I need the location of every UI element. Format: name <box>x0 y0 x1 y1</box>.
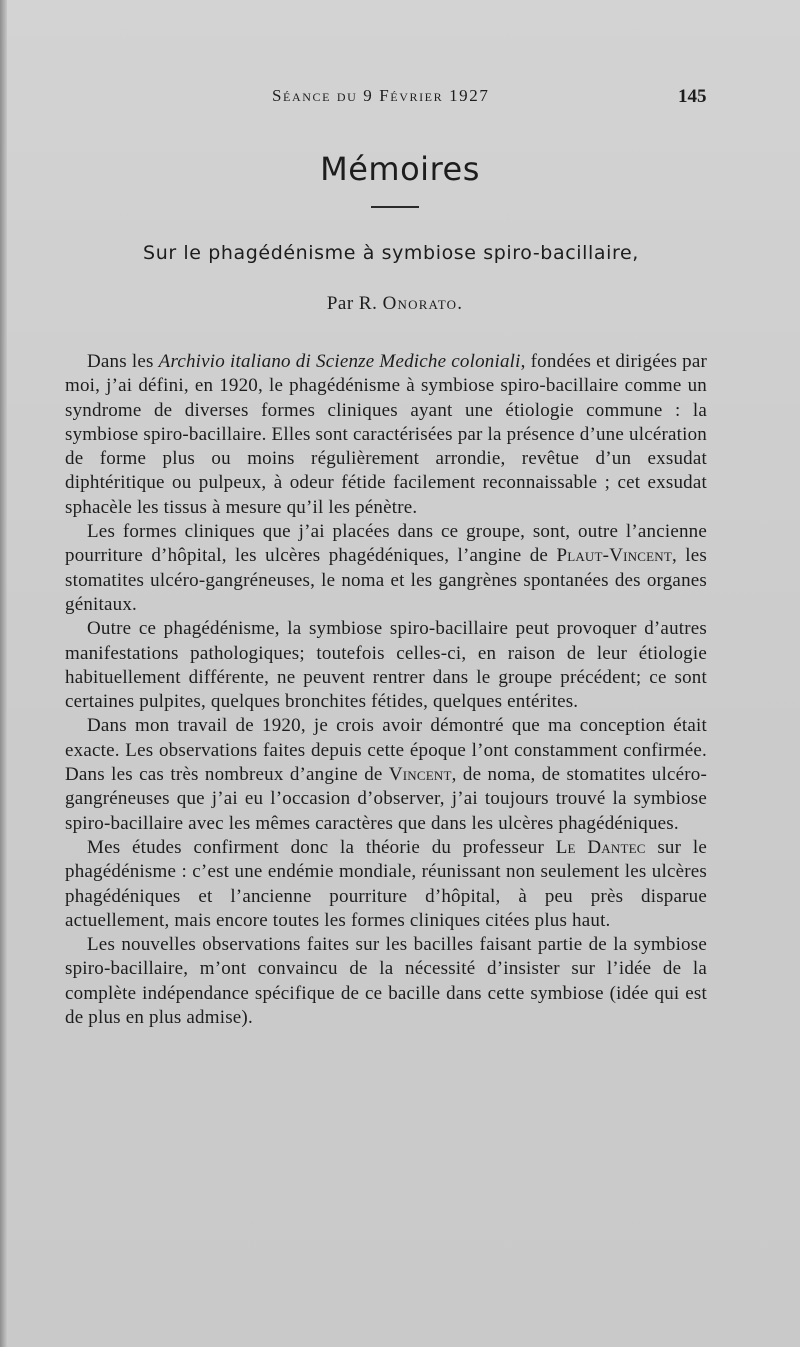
title-divider <box>371 206 419 208</box>
paragraph-2-text: , les stomatites ulcéro-gangréneuses, le noma et les gangrènes spontanées des organes génitaux. <box>65 545 708 615</box>
person-name: Plaut-Vincent <box>556 545 672 567</box>
byline <box>0 293 790 315</box>
paragraph-1 <box>65 350 707 520</box>
paragraph-1-lead: Dans les <box>87 351 159 372</box>
page-number: 145 <box>678 86 707 107</box>
paragraph-2 <box>65 520 707 617</box>
paragraph-1-text: , fondées et dirigées par moi, j’ai défini, en 1920, le phagédénisme à symbiose spiro-bacillaire comme un syndrome de diverses formes cliniques ayant une étiologie commune : la symbiose spiro-bacillaire. Elles sont caractérisées par la présence d’une ulcération de forme plus ou moins régulièrement arrondie, revêtue d’un exsudat diphtéritique ou pulpeux, à odeur fétide facilement reconnaissable ; cet exsudat sphacèle les tissus à mesure qu’il les pénètre. <box>65 351 707 518</box>
person-name: Vincent <box>388 764 452 786</box>
author-name: Onorato. <box>382 293 464 314</box>
paragraph-6: Les nouvelles observations faites sur les bacilles faisant partie de la symbiose spiro-bacillaire, m’ont convaincu de la nécessité d’insister sur l’idée de la complète indépendance spécifique de ce bacille dans cette symbiose (idée qui est de plus en plus admise). <box>65 934 707 1029</box>
paragraph-4-lead: Dans mon travail de 1920, je crois avoir démontré que ma conception était exacte. Les observations faites depuis cette époque l’ont constamment confirmée. Dans les cas très nombreux d’angine de <box>65 715 707 786</box>
paragraph-3: Outre ce phagédénisme, la symbiose spiro-bacillaire peut provoquer d’autres manifestations pathologiques; toutefois celles-ci, en raison de leur étiologie habituellement différente, ne peuvent rentrer dans le groupe précédent; ce sont certaines pulpites, quelques bronchites fétides, quelques entérites. <box>65 618 707 713</box>
running-head <box>0 86 800 112</box>
running-head-title: Séance du 9 Février 1927 <box>272 86 490 105</box>
page-binding-edge <box>0 0 7 1347</box>
article-title: Sur le phagédénisme à symbiose spiro-bacillaire, <box>143 242 639 264</box>
paragraph-5 <box>65 836 707 933</box>
byline-prefix: Par R. <box>326 293 383 314</box>
journal-title: Archivio italiano di Scienze Mediche coloniali <box>158 351 521 372</box>
article-body <box>65 350 707 1030</box>
paragraph-4 <box>65 714 707 835</box>
paragraph-5-lead: Mes études confirment donc la théorie du professeur <box>87 836 556 858</box>
paragraph-2-lead: Les formes cliniques que j’ai placées dans ce groupe, sont, outre l’ancienne pourriture d’hôpital, les ulcères phagédéniques, l’angine de <box>65 521 707 567</box>
paragraph-5-text: sur le phagédénisme : c’est une endémie mondiale, réunissant non seulement les ulcères phagédéniques et l’ancienne pourriture d’hôpital, à peu près disparue actuellement, mais encore toutes les formes cliniques citées plus haut. <box>65 836 707 931</box>
section-title: Mémoires <box>320 150 480 188</box>
person-name: Le Dantec <box>555 836 646 858</box>
paragraph-4-text: , de noma, de stomatites ulcéro-gangréneuses que j’ai eu l’occasion d’observer, j’ai toujours trouvé la symbiose spiro-bacillaire avec les mêmes caractères que dans les ulcères phagédéniques. <box>65 764 708 834</box>
